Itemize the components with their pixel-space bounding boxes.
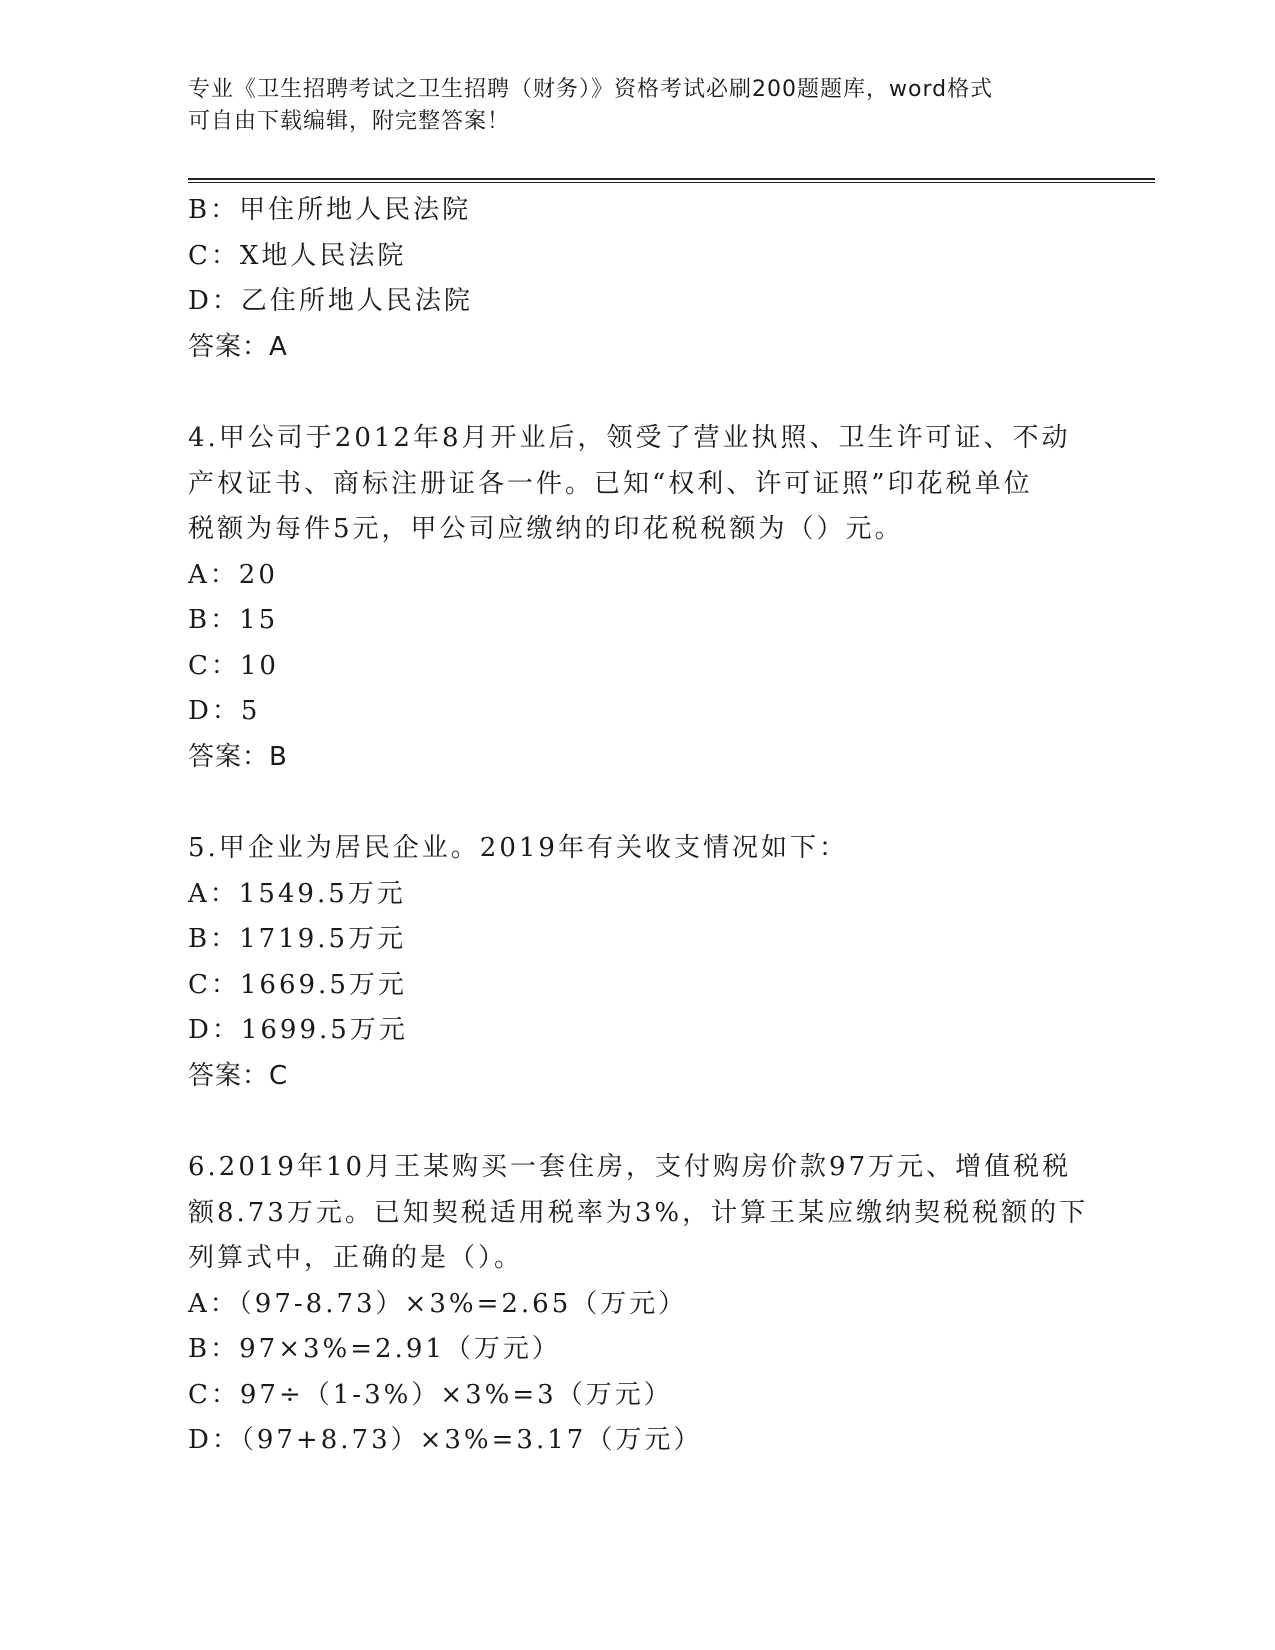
option-b: B：97×3%=2.91（万元）	[188, 1334, 561, 1364]
answer: 答案：C	[188, 1060, 289, 1091]
question-text-line: 列算式中，正确的是（）。	[188, 1243, 524, 1273]
question-continued	[188, 188, 1088, 370]
option-d: D：（97+8.73）×3%=3.17（万元）	[188, 1425, 703, 1455]
answer: 答案：B	[188, 741, 288, 772]
header-line-1: 专业《卫生招聘考试之卫生招聘（财务）》资格考试必刷200题题库，word格式	[188, 77, 994, 102]
spacer	[188, 1099, 1088, 1145]
page-header	[188, 74, 1068, 138]
option-c: C：X地人民法院	[188, 240, 407, 271]
question-text-line: 5.甲企业为居民企业。2019年有关收支情况如下：	[188, 833, 848, 863]
option-d: D：1699.5万元	[188, 1015, 408, 1045]
answer: 答案：A	[188, 331, 288, 362]
question-text-line: 产权证书、商标注册证各一件。已知“权利、许可证照”印花税单位	[188, 468, 1033, 499]
question-5	[188, 826, 1088, 1099]
option-c: C：97÷（1-3%）×3%=3（万元）	[188, 1379, 673, 1410]
document-body	[188, 188, 1088, 1464]
question-4	[188, 416, 1088, 780]
option-b: B：甲住所地人民法院	[188, 195, 472, 225]
option-d: D：乙住所地人民法院	[188, 286, 473, 316]
question-text-line: 额8.73万元。已知契税适用税率为3%，计算王某应缴纳契税税额的下	[188, 1197, 1089, 1228]
spacer	[188, 370, 1088, 416]
header-line-2: 可自由下载编辑，附完整答案！	[188, 109, 511, 134]
question-text-line: 税额为每件5元，甲公司应缴纳的印花税税额为（）元。	[188, 514, 904, 544]
question-6	[188, 1145, 1088, 1464]
option-c: C：1669.5万元	[188, 969, 407, 1000]
option-b: B：15	[188, 605, 279, 635]
header-divider	[188, 178, 1155, 183]
question-text-line: 6.2019年10月王某购买一套住房，支付购房价款97万元、增值税税	[188, 1152, 1072, 1182]
option-a: A：20	[188, 559, 278, 590]
option-d: D：5	[188, 696, 261, 726]
option-b: B：1719.5万元	[188, 924, 407, 954]
option-a: A：1549.5万元	[188, 878, 406, 909]
question-text-line: 4.甲公司于2012年8月开业后，领受了营业执照、卫生许可证、不动	[188, 423, 1071, 453]
option-c: C：10	[188, 650, 279, 681]
option-a: A：（97-8.73）×3%=2.65（万元）	[188, 1288, 688, 1319]
spacer	[188, 780, 1088, 826]
